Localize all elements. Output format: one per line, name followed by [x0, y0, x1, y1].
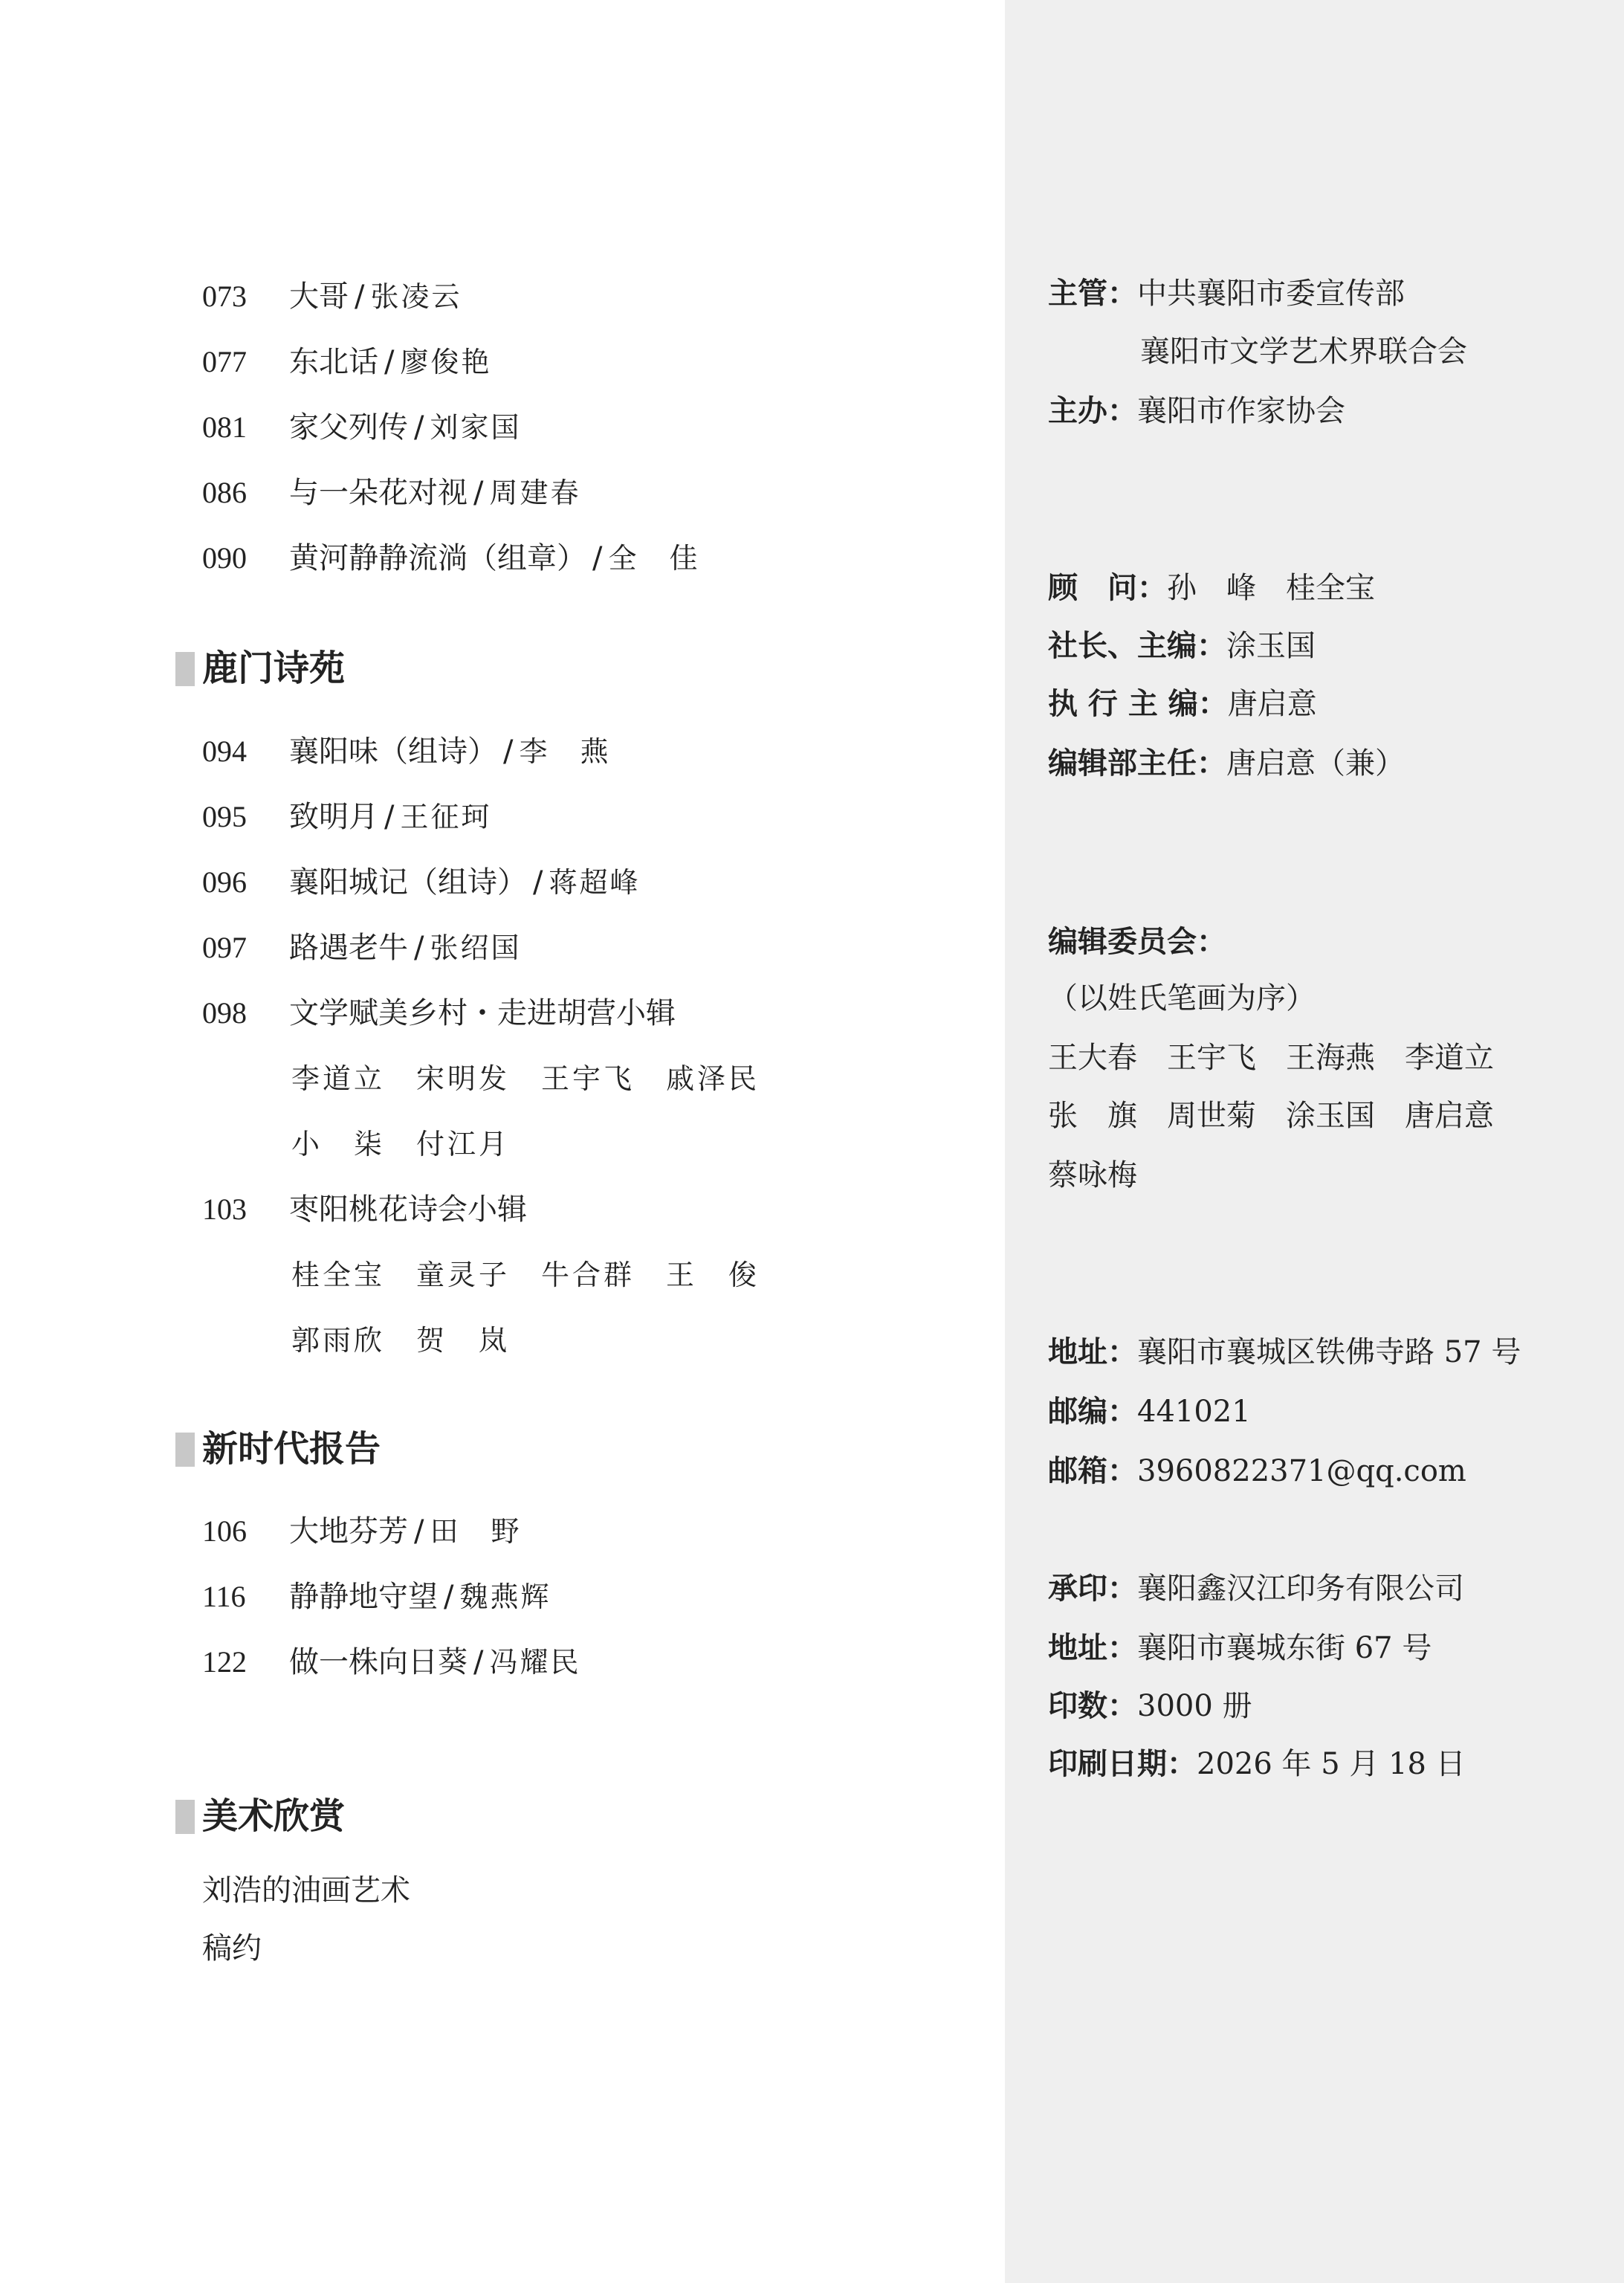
info-value: 2026 年 5 月 18 日: [1197, 1747, 1466, 1781]
entry-author: 李 燕: [519, 735, 611, 768]
supervisor-line-2: 襄阳市文学艺术界联合会: [1140, 335, 1467, 369]
toc-entry[interactable]: [202, 1640, 581, 1685]
toc-entry[interactable]: [202, 1187, 527, 1232]
info-value: 襄阳市作家协会: [1137, 394, 1345, 428]
entry-title: 襄阳味（组诗）: [289, 734, 497, 769]
entry-title: 静静地守望: [289, 1580, 438, 1614]
separator: /: [444, 1580, 454, 1614]
info-value: 襄阳市襄城区铁佛寺路 57 号: [1137, 1335, 1521, 1369]
toc-entry[interactable]: [202, 795, 492, 839]
toc-entry[interactable]: [202, 926, 522, 970]
section-heading-report: [175, 1427, 381, 1471]
info-label: 地址：: [1048, 1631, 1137, 1665]
committee-members: 张 旗 周世菊 涂玉国 唐启意: [1048, 1099, 1494, 1133]
supervisor-line: [1048, 271, 1405, 316]
separator: /: [533, 865, 543, 900]
page-number: 106: [202, 1514, 247, 1548]
info-label: 印刷日期：: [1048, 1747, 1197, 1781]
info-label: 地址：: [1048, 1335, 1137, 1369]
entry-author: 廖俊艳: [400, 346, 492, 378]
entry-title: 致明月: [289, 800, 378, 834]
info-value: 3000 册: [1137, 1689, 1252, 1723]
email-link[interactable]: 3960822371@qq.com: [1137, 1454, 1466, 1488]
toc-entry[interactable]: [202, 729, 611, 774]
section-heading-poetry: [175, 646, 345, 691]
separator: /: [384, 800, 395, 834]
print-date-line: [1048, 1742, 1466, 1786]
author-list: 郭雨欣 贺 岚: [291, 1324, 511, 1357]
entry-author: 张绍国: [430, 931, 522, 964]
info-value: 中共襄阳市委宣传部: [1137, 277, 1405, 311]
copies-line: [1048, 1684, 1252, 1728]
printer-line: [1048, 1566, 1464, 1611]
info-value: 441021: [1137, 1395, 1251, 1429]
info-label: 承印：: [1048, 1572, 1137, 1606]
info-value: 孙 峰 桂全宝: [1167, 571, 1375, 605]
committee-members: 蔡咏梅: [1048, 1158, 1137, 1192]
separator: /: [592, 541, 603, 575]
info-value: 涂玉国: [1226, 629, 1316, 663]
entry-title: 黄河静静流淌（组章）: [289, 541, 586, 575]
page-number: 095: [202, 800, 247, 833]
info-label: 顾 问：: [1048, 571, 1167, 605]
section-title: 新时代报告: [202, 1428, 381, 1470]
author-list: 李道立 宋明发 王宇飞 戚泽民: [291, 1062, 760, 1095]
section-marker: [175, 1433, 195, 1467]
info-label: 主管：: [1048, 277, 1137, 311]
address-line: [1048, 1330, 1521, 1375]
info-label: 邮箱：: [1048, 1454, 1137, 1488]
info-label: 邮编：: [1048, 1395, 1137, 1429]
separator: /: [503, 734, 514, 769]
page-number: 094: [202, 734, 247, 768]
entry-title: 家父列传: [289, 410, 408, 445]
entry-author: 刘家国: [430, 411, 522, 444]
separator: /: [414, 410, 424, 445]
info-value: 襄阳鑫汉江印务有限公司: [1137, 1572, 1464, 1606]
entry-author: 周建春: [489, 477, 581, 509]
entry-title: 东北话: [289, 345, 378, 379]
sponsor-line: [1048, 389, 1345, 433]
section-marker: [175, 652, 195, 686]
info-value: 唐启意: [1227, 687, 1317, 721]
page-number: 073: [202, 280, 247, 313]
info-label: 社长、主编：: [1048, 629, 1226, 663]
president-line: [1048, 624, 1316, 668]
toc-entry[interactable]: [202, 860, 641, 905]
committee-members: 王大春 王宇飞 王海燕 李道立: [1048, 1041, 1494, 1075]
committee-note: （以姓氏笔画为序）: [1048, 981, 1316, 1015]
page-number: 086: [202, 476, 247, 509]
entry-author: 田 野: [430, 1515, 522, 1548]
entry-author: 冯耀民: [489, 1646, 581, 1679]
committee-heading: [1048, 920, 1226, 964]
info-label: 印数：: [1048, 1689, 1137, 1723]
executive-editor-line: [1048, 682, 1317, 726]
info-label: 执 行 主 编：: [1048, 687, 1228, 721]
page-number: 097: [202, 931, 247, 964]
separator: /: [355, 280, 365, 314]
entry-title: 路遇老牛: [289, 931, 408, 965]
entry-author: 魏燕辉: [459, 1580, 551, 1613]
entry-title: 大哥: [289, 280, 349, 314]
toc-entry[interactable]: [202, 536, 700, 581]
page-number: 103: [202, 1192, 247, 1226]
author-list: 桂全宝 童灵子 牛合群 王 俊: [291, 1259, 760, 1291]
toc-entry[interactable]: [202, 274, 462, 319]
entry-author: 蒋超峰: [549, 866, 641, 899]
page-number: 090: [202, 541, 247, 575]
entry-title: 襄阳城记（组诗）: [289, 865, 527, 900]
toc-entry[interactable]: [202, 340, 492, 384]
toc-entry[interactable]: [202, 1575, 551, 1619]
entry-author: 王征珂: [400, 801, 492, 833]
email-line: [1048, 1449, 1466, 1494]
section-marker: [175, 1800, 195, 1834]
toc-entry[interactable]: [202, 1509, 522, 1554]
editorial-director-line: [1048, 741, 1405, 786]
separator: /: [414, 931, 424, 965]
separator: /: [473, 1645, 484, 1679]
page-number: 098: [202, 996, 247, 1030]
section-heading-art: [175, 1794, 345, 1838]
entry-author: 全 佳: [608, 542, 700, 575]
separator: /: [414, 1514, 424, 1549]
toc-entry[interactable]: [202, 991, 676, 1036]
entry-title: 大地芬芳: [289, 1514, 408, 1549]
page-number: 077: [202, 345, 247, 378]
entry-title: 枣阳桃花诗会小辑: [289, 1192, 527, 1227]
section-title: 美术欣赏: [202, 1795, 346, 1837]
separator: /: [384, 345, 395, 379]
page-number: 116: [202, 1580, 246, 1613]
info-label: 主办：: [1048, 394, 1137, 428]
entry-title: 文学赋美乡村・走进胡营小辑: [289, 996, 676, 1030]
printer-address-line: [1048, 1626, 1431, 1670]
page-number: 096: [202, 865, 247, 899]
page-number: 122: [202, 1645, 247, 1679]
postcode-line: [1048, 1389, 1251, 1434]
toc-entry-art[interactable]: 刘浩的油画艺术: [202, 1873, 410, 1908]
author-list: 小 柒 付江月: [291, 1128, 511, 1160]
section-title: 鹿门诗苑: [202, 648, 346, 689]
entry-title: 做一株向日葵: [289, 1645, 468, 1679]
toc-entry[interactable]: [202, 471, 581, 515]
info-value: 襄阳市襄城东街 67 号: [1137, 1631, 1432, 1665]
advisor-line: [1048, 566, 1375, 610]
entry-title: 与一朵花对视: [289, 476, 468, 510]
page-number: 081: [202, 410, 247, 444]
separator: /: [473, 476, 484, 510]
toc-entry-guidelines[interactable]: 稿约: [202, 1931, 262, 1966]
entry-author: 张凌云: [370, 280, 462, 313]
info-label: 编辑委员会：: [1048, 925, 1226, 959]
info-value: 唐启意（兼）: [1226, 746, 1405, 781]
info-label: 编辑部主任：: [1048, 746, 1226, 781]
toc-entry[interactable]: [202, 405, 522, 450]
